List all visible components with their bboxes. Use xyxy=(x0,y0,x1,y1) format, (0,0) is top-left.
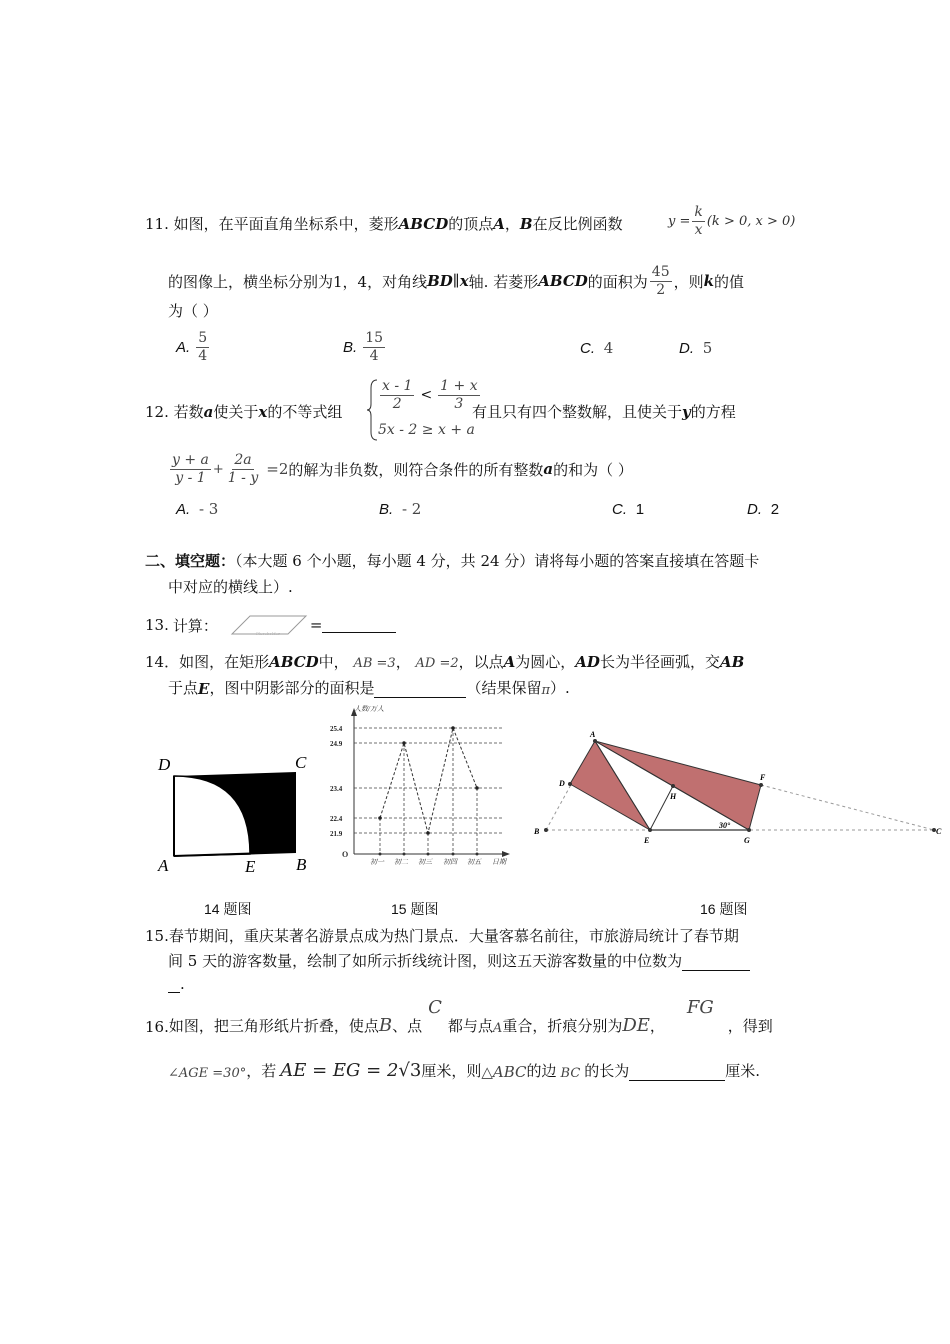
q11-text-2b: 轴. 若菱形 xyxy=(468,272,539,291)
q12-option-a xyxy=(176,500,218,518)
fig14-caption: 14 题图 xyxy=(204,901,252,917)
q12-a-2: a xyxy=(543,460,554,479)
q14-text-6: 于点 xyxy=(168,679,199,697)
fig15-data-point xyxy=(426,831,430,835)
q11-function xyxy=(668,204,795,239)
q16-angle: ∠AGE =30° xyxy=(168,1066,247,1081)
q12-opt-a-val: - 3 xyxy=(198,500,219,518)
q16-text-6: ，若 xyxy=(246,1062,277,1080)
fig16-label-d: D xyxy=(559,779,565,788)
q12-text-1: 若数 xyxy=(173,403,204,421)
q15-line2 xyxy=(168,950,750,971)
q16-line1 xyxy=(145,997,773,1036)
q14-text-4: 为圆心， xyxy=(515,653,576,671)
q14-text-9: ）. xyxy=(550,679,570,697)
q12-text-7: 的和为（ ） xyxy=(553,460,633,479)
fig14-label-b: B xyxy=(296,855,307,874)
q16-comma: ， xyxy=(649,1017,665,1035)
q12-eq-n2: 2a xyxy=(234,452,252,468)
fig16-label-b: B xyxy=(534,827,540,836)
q16-bc: BC xyxy=(560,1066,581,1081)
q12-inequality-system xyxy=(366,378,478,442)
q11-point-a: A xyxy=(493,215,505,233)
q11-option-a xyxy=(176,330,211,365)
fig15-x-tick-dot xyxy=(476,853,479,856)
q12-ineq1-rd: 3 xyxy=(454,395,464,412)
q15-answer-blank-cont[interactable] xyxy=(168,978,180,993)
q11-k: k xyxy=(703,272,715,291)
q11-option-c xyxy=(580,339,613,357)
q14-e: E xyxy=(198,680,210,698)
q12-opt-d-label: D. xyxy=(747,501,762,518)
q14-text-3: ，以点 xyxy=(458,653,504,671)
q13-placeholder-label: Placeholder xyxy=(255,631,280,636)
q12-opt-b-val: - 2 xyxy=(401,500,422,518)
q15-line3 xyxy=(168,975,185,993)
q14-text-2: 中， xyxy=(318,653,349,671)
q11-text-mid: 在反比例函数 xyxy=(532,215,623,233)
q11-func-lhs: y = xyxy=(668,213,691,229)
fig15-data-point xyxy=(402,741,406,745)
fig16-triangle-figure xyxy=(528,722,948,846)
q11-opt-a-num: 5 xyxy=(198,330,208,346)
q12-eq-rhs: =2 xyxy=(266,460,289,479)
q16-b: B xyxy=(378,1015,393,1036)
section2-desc2: 中对应的横线上）. xyxy=(168,578,293,596)
q12-ineq1-op: < xyxy=(420,387,433,404)
q12-eq-d1: y - 1 xyxy=(175,469,206,486)
fig15-x-tick-label: 初二 xyxy=(394,858,408,866)
fig15-x-tick-label: 初三 xyxy=(418,858,432,866)
q12-eq-plus: + xyxy=(212,461,224,477)
q11-func-num: k xyxy=(694,204,703,220)
q11-text-2d: ，则 xyxy=(673,272,704,291)
q16-text-5: ，得到 xyxy=(727,1017,773,1035)
q14-ad: AD xyxy=(575,653,600,671)
q12-x: x xyxy=(258,403,268,421)
q12-opt-c-label: C. xyxy=(612,501,627,518)
q13-answer-blank[interactable] xyxy=(322,618,396,633)
q12-eq-d2: 1 - y xyxy=(227,469,259,486)
q14-text-7: ，图中阴影部分的面积是 xyxy=(209,679,375,697)
q16-text-9: 的长为 xyxy=(584,1062,630,1080)
q12-line2 xyxy=(168,452,633,487)
q14-ad-eq: AD =2 xyxy=(415,656,459,671)
fig15-data-point xyxy=(451,726,455,730)
q14-text-1: 如图，在矩形 xyxy=(179,653,270,671)
q15-period: . xyxy=(180,975,185,993)
q11-text-vertices: 的顶点 xyxy=(448,215,494,233)
fig15-x-tick-dot xyxy=(403,853,406,856)
q15-line1 xyxy=(145,925,739,946)
q13-number: 13. xyxy=(145,616,169,634)
q11-abcd-2: ABCD xyxy=(538,272,588,291)
q12-ineq2: 5x - 2 ≥ x + a xyxy=(378,422,475,438)
fig16-label-e: E xyxy=(644,836,650,845)
q11-option-d xyxy=(679,339,712,357)
fig15-x-tick-label: 初一 xyxy=(370,858,384,866)
q11-line2 xyxy=(168,264,744,299)
fig15-x-tick-dot xyxy=(379,853,382,856)
q16-sqrt3: √3 xyxy=(398,1060,422,1081)
fig15-x-tick-dot xyxy=(452,853,455,856)
q12-text-5: 的方程 xyxy=(690,403,736,421)
q16-answer-blank[interactable] xyxy=(629,1066,725,1081)
q14-pi: π xyxy=(541,683,551,698)
fig15-y-label: 人数/万人 xyxy=(354,705,384,713)
q12-y: y xyxy=(682,403,691,421)
q11-line3: 为（ ） xyxy=(168,302,218,320)
q16-text-7: 厘米，则 xyxy=(421,1062,482,1080)
q11-text: 如图，在平面直角坐标系中，菱形 xyxy=(173,215,399,233)
fig14-label-e: E xyxy=(245,857,256,876)
fig16-angle-label: 30° xyxy=(719,821,731,830)
q11-x: x xyxy=(459,272,469,291)
fig15-data-point xyxy=(378,816,382,820)
fig14-label-c: C xyxy=(295,753,307,772)
fig15-data-point xyxy=(475,786,479,790)
q12-text-4: 有且只有四个整数解，且使关于 xyxy=(472,403,683,421)
q11-func-den: x xyxy=(694,221,703,238)
q11-opt-a-label: A. xyxy=(176,338,191,356)
fig15-x-tick-dot xyxy=(427,853,430,856)
q14-line1 xyxy=(145,651,744,672)
q11-opt-c-label: C. xyxy=(580,340,595,357)
q11-opt-b-den: 4 xyxy=(369,347,379,364)
q15-text-1: 春节期间，重庆某著名游景点成为热门景点．大量客慕名前往，市旅游局统计了春节期 xyxy=(168,927,739,945)
fig15-x-tick-label: 初五 xyxy=(467,858,481,866)
q12-text-6: 的解为非负数，则符合条件的所有整数 xyxy=(288,460,544,479)
fig16-label-g: G xyxy=(744,836,750,845)
q16-text-10: 厘米. xyxy=(725,1062,761,1080)
q12-opt-c-val: 1 xyxy=(635,501,645,518)
q11-func-cond: (k > 0, x > 0) xyxy=(706,213,796,229)
fig15-y-tick-label: 24.9 xyxy=(330,740,343,748)
q14-ab: AB xyxy=(719,653,745,671)
q14-abcd: ABCD xyxy=(269,653,319,671)
q11-text-2a: 的图像上，横坐标分别为1，4，对角线 xyxy=(168,272,428,291)
q12-option-d xyxy=(747,500,779,518)
fig14-rectangle-figure xyxy=(150,748,320,878)
q11-opt-d-label: D. xyxy=(679,340,694,357)
q16-text-4: 重合，折痕分别为 xyxy=(502,1017,623,1035)
q13-equals: = xyxy=(309,616,323,634)
fig15-y-tick-label: 21.9 xyxy=(330,830,343,838)
q11-point-b: B xyxy=(519,215,533,233)
q12-opt-a-label: A. xyxy=(176,501,191,518)
q16-text-1: 如图，把三角形纸片折叠，使点 xyxy=(168,1017,379,1035)
q12-a: a xyxy=(203,403,214,421)
fig15-y-tick-label: 25.4 xyxy=(330,725,343,733)
q11-abcd: ABCD xyxy=(398,215,449,233)
fig14-label-a: A xyxy=(158,856,169,875)
q11-area-den: 2 xyxy=(656,281,666,298)
q16-number: 16. xyxy=(145,1018,169,1036)
q14-a: A xyxy=(503,653,516,671)
q11-line1 xyxy=(145,213,623,234)
q12-option-b xyxy=(379,500,421,518)
q16-fg: FG xyxy=(686,997,714,1018)
fig16-label-a: A xyxy=(590,730,596,739)
q14-text-8: （结果保留 xyxy=(466,679,542,697)
q12-ineq1-ld: 2 xyxy=(392,395,402,412)
q16-equation: AE = EG = 2 xyxy=(280,1060,399,1081)
q11-comma: ， xyxy=(504,215,520,233)
fig15-origin: O xyxy=(342,850,349,859)
q14-comma: ， xyxy=(395,653,411,671)
fig15-y-tick-label: 23.4 xyxy=(330,785,343,793)
q12-ineq1-rn: 1 + x xyxy=(440,378,478,394)
fig14-label-d: D xyxy=(158,755,171,774)
q12-ineq1-ln: x - 1 xyxy=(382,378,413,394)
q16-a: A xyxy=(492,1021,503,1036)
q11-opt-b-label: B. xyxy=(343,338,358,356)
q11-text-2e: 的值 xyxy=(714,272,745,291)
q11-option-b xyxy=(343,330,387,365)
q13-text: 计算： xyxy=(172,616,218,635)
fig15-x-label: 日期 xyxy=(492,858,506,866)
q11-parallel: ∥ xyxy=(452,272,460,291)
q12-text-3: 的不等式组 xyxy=(267,403,343,421)
fig15-x-tick-label: 初四 xyxy=(443,858,457,866)
q15-answer-blank[interactable] xyxy=(682,956,750,971)
fig15-caption: 15 题图 xyxy=(391,901,439,917)
fig16-label-c: C xyxy=(936,827,942,836)
q11-opt-d-val: 5 xyxy=(702,339,713,357)
q12-line1-left xyxy=(145,401,342,422)
q16-text-2: 、点 xyxy=(392,1017,423,1035)
q14-text-5: 长为半径画弧，交 xyxy=(599,653,720,671)
q11-text-2c: 的面积为 xyxy=(587,272,648,291)
fig16-label-f: F xyxy=(760,773,766,782)
q13 xyxy=(145,614,396,636)
fig16-label-h: H xyxy=(670,792,677,801)
section2-desc1: （本大题 6 个小题，每小题 4 分，共 24 分）请将每小题的答案直接填在答题卡 xyxy=(235,552,760,570)
q11-opt-b-num: 15 xyxy=(365,330,384,346)
section2-header xyxy=(145,550,759,571)
q11-area-num: 45 xyxy=(651,264,670,280)
q16-text-8: 的边 xyxy=(526,1062,557,1080)
fig15-y-tick-label: 22.4 xyxy=(330,815,343,823)
q12-option-c xyxy=(612,500,644,518)
q14-ab-eq: AB =3 xyxy=(353,656,396,671)
q11-opt-c-val: 4 xyxy=(603,339,614,357)
q15-number: 15. xyxy=(145,927,169,945)
q16-c: C xyxy=(428,997,442,1018)
q16-triangle: △ABC xyxy=(481,1063,527,1081)
fig16-fc-dashed xyxy=(761,785,934,830)
q12-opt-d-val: 2 xyxy=(770,501,780,518)
q13-placeholder-image xyxy=(228,614,308,636)
section2-title: 二、填空题： xyxy=(145,552,236,570)
fig16-caption: 16 题图 xyxy=(700,901,748,917)
fig15-series-line xyxy=(380,728,477,833)
q15-text-2: 间 5 天的游客数量，绘制了如所示折线统计图，则这五天游客数量的中位数为 xyxy=(168,952,683,970)
fig15-line-chart xyxy=(326,700,522,872)
q12-opt-b-label: B. xyxy=(379,501,394,518)
q11-opt-a-den: 4 xyxy=(198,347,208,364)
q14-answer-blank[interactable] xyxy=(374,683,466,698)
q16-text-3: 都与点 xyxy=(447,1017,493,1035)
q12-number: 12. xyxy=(145,403,169,421)
q11-bd: BD xyxy=(427,272,453,291)
q16-line2 xyxy=(168,1060,760,1081)
q14-line2 xyxy=(168,677,570,698)
q14-number: 14． xyxy=(145,653,180,671)
q12-eq-n1: y + a xyxy=(172,452,209,468)
fig15-x-arrow xyxy=(502,851,510,857)
q12-line1-right xyxy=(472,401,736,422)
q16-de: DE xyxy=(622,1015,650,1036)
q12-text-2: 使关于 xyxy=(213,403,259,421)
q11-number: 11. xyxy=(145,215,169,233)
